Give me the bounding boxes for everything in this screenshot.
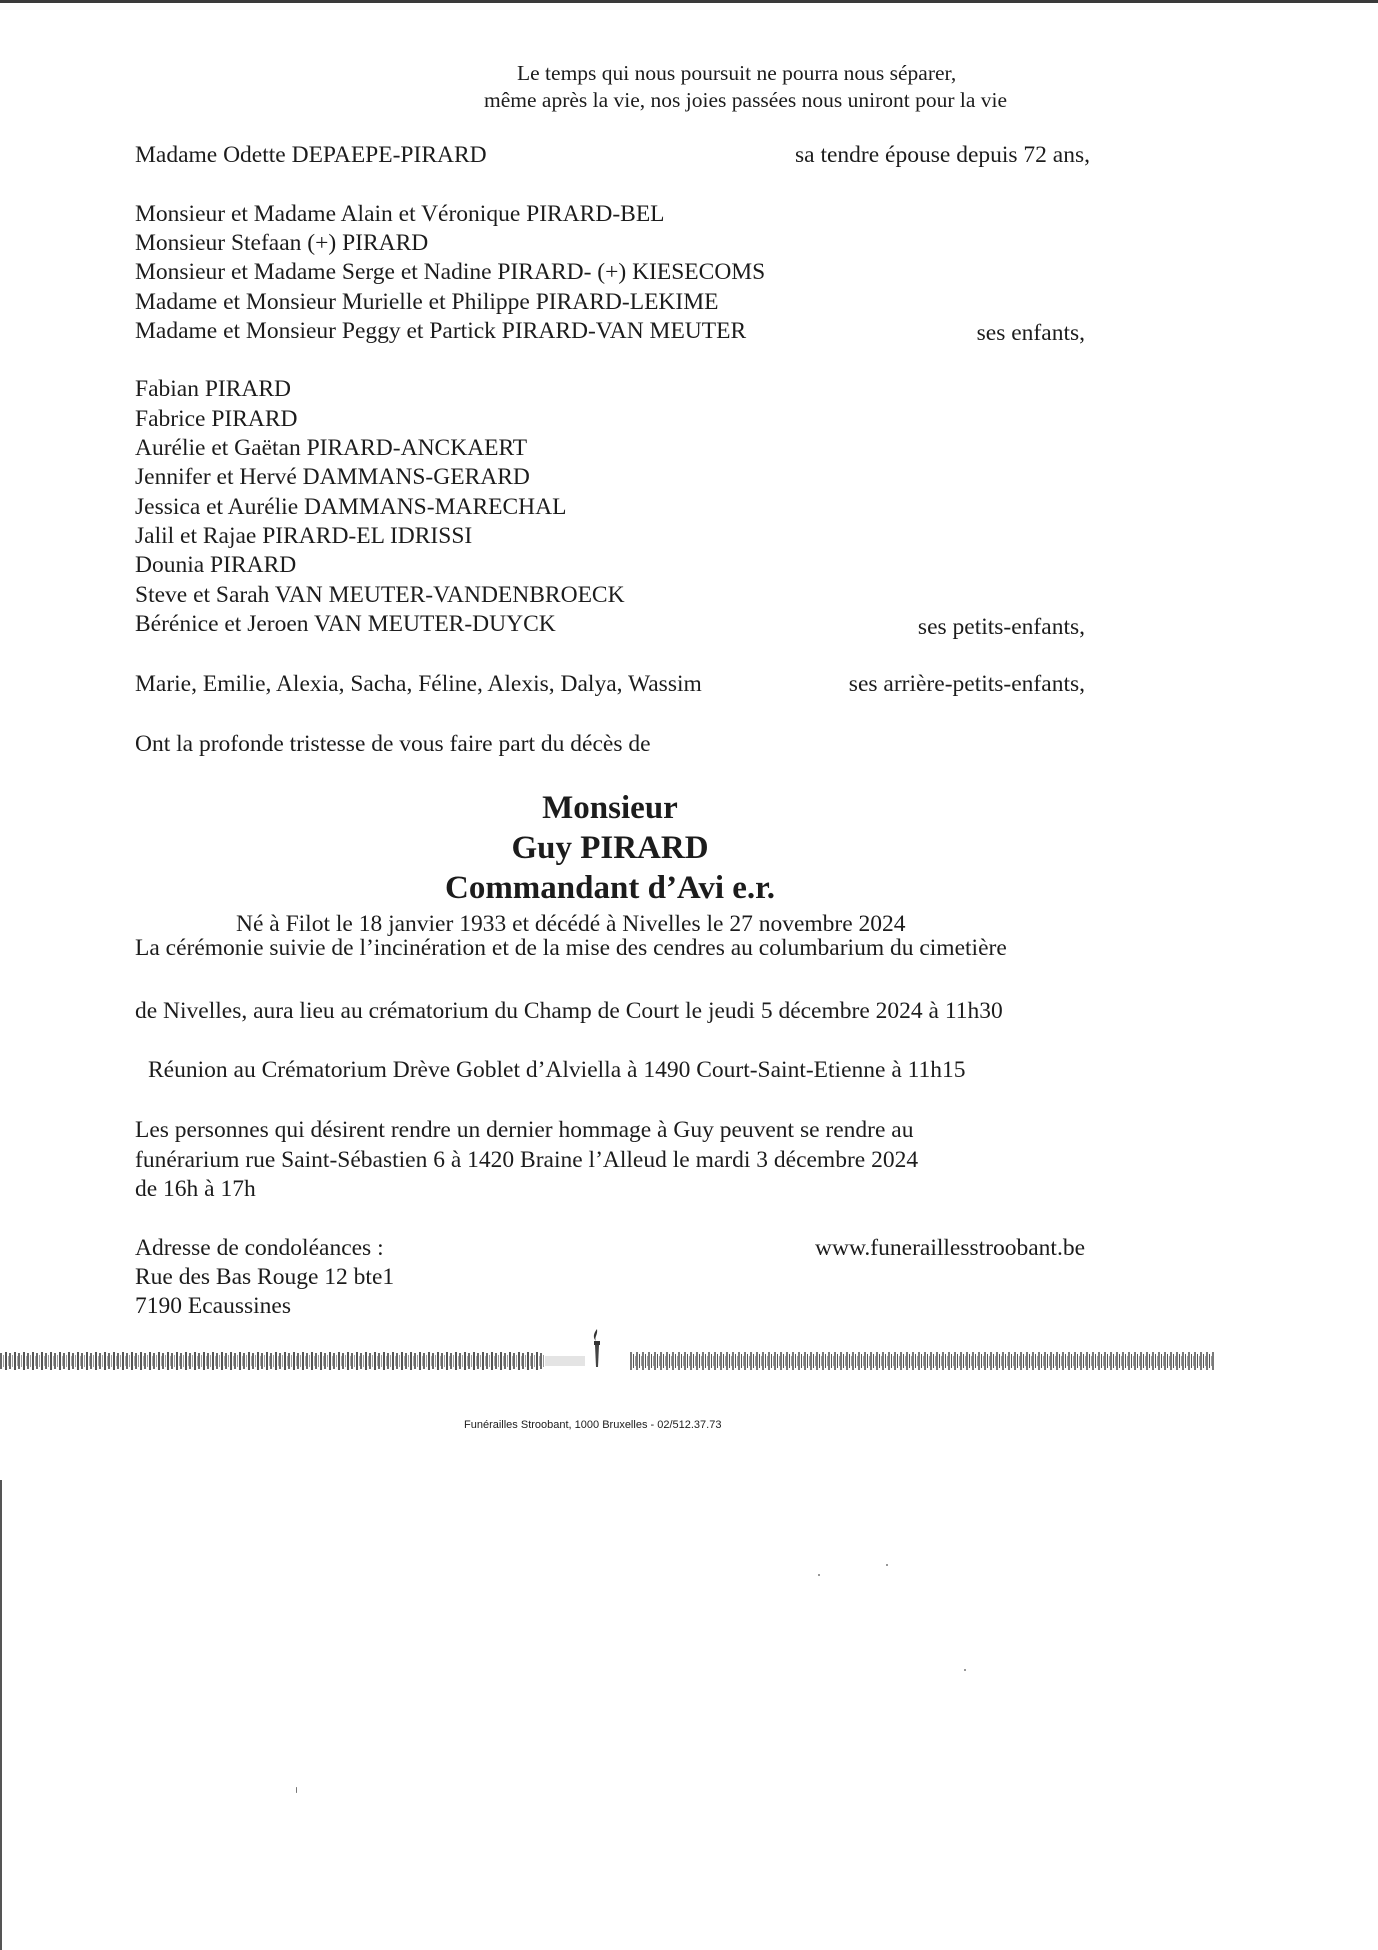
scan-speck xyxy=(964,1669,966,1671)
deceased-name: Guy PIRARD xyxy=(511,830,709,866)
grandchild-name: Fabian PIRARD xyxy=(135,376,292,402)
scan-edge-mark xyxy=(0,1480,2,1950)
condolences-street: Rue des Bas Rouge 12 bte1 xyxy=(135,1264,395,1290)
deceased-dates: Né à Filot le 18 janvier 1933 et décédé à Nivelles le 27 novembre 2024 xyxy=(236,911,906,937)
grandchild-name: Jessica et Aurélie DAMMANS-MARECHAL xyxy=(135,494,567,520)
child-name: Monsieur et Madame Serge et Nadine PIRARD- (+) KIESECOMS xyxy=(135,259,766,285)
children-relation: ses enfants, xyxy=(976,320,1085,346)
epigraph-line-1: Le temps qui nous poursuit ne pourra nous séparer, xyxy=(517,61,957,85)
great-grandchildren-names: Marie, Emilie, Alexia, Sacha, Féline, Alexis, Dalya, Wassim xyxy=(135,671,702,697)
ceremony-line-1: La cérémonie suivie de l’incinération et de la mise des cendres au columbarium du cimetière xyxy=(135,935,1007,961)
grandchild-name: Jennifer et Hervé DAMMANS-GERARD xyxy=(135,464,530,490)
grandchild-name: Steve et Sarah VAN MEUTER-VANDENBROECK xyxy=(135,582,625,608)
spouse-relation: sa tendre épouse depuis 72 ans, xyxy=(795,142,1090,168)
grandchild-name: Jalil et Rajae PIRARD-EL IDRISSI xyxy=(135,523,473,549)
child-name: Madame et Monsieur Murielle et Philippe PIRARD-LEKIME xyxy=(135,289,719,315)
grandchild-name: Bérénice et Jeroen VAN MEUTER-DUYCK xyxy=(135,611,556,637)
meeting-text: Réunion au Crématorium Drève Goblet d’Alviella à 1490 Court-Saint-Etienne à 11h15 xyxy=(148,1057,966,1083)
child-name: Monsieur Stefaan (+) PIRARD xyxy=(135,230,429,256)
condolences-city: 7190 Ecaussines xyxy=(135,1293,291,1319)
ceremony-line-2: de Nivelles, aura lieu au crématorium du Champ de Court le jeudi 5 décembre 2024 à 11h30 xyxy=(135,998,1003,1024)
grandchildren-relation: ses petits-enfants, xyxy=(917,614,1085,640)
scan-speck xyxy=(818,1574,820,1576)
homage-line-1: Les personnes qui désirent rendre un dernier hommage à Guy peuvent se rendre au xyxy=(135,1117,914,1143)
homage-line-3: de 16h à 17h xyxy=(135,1176,256,1202)
deceased-rank: Commandant d’Avi e.r. xyxy=(444,870,776,906)
grandchild-name: Aurélie et Gaëtan PIRARD-ANCKAERT xyxy=(135,435,528,461)
torch-icon xyxy=(590,1328,604,1368)
spouse-name: Madame Odette DEPAEPE-PIRARD xyxy=(135,142,487,168)
grandchild-name: Dounia PIRARD xyxy=(135,552,297,578)
condolences-label: Adresse de condoléances : xyxy=(135,1235,384,1261)
condolences-website: www.funeraillesstroobant.be xyxy=(815,1235,1085,1261)
footer-credit: Funérailles Stroobant, 1000 Bruxelles - 02/512.37.73 xyxy=(464,1419,722,1431)
decorative-divider xyxy=(0,1350,1215,1372)
deceased-title: Monsieur xyxy=(542,790,678,826)
page-top-border xyxy=(0,0,1378,3)
scan-speck xyxy=(296,1787,297,1793)
great-grandchildren-relation: ses arrière-petits-enfants, xyxy=(848,671,1085,697)
epigraph-line-2: même après la vie, nos joies passées nous uniront pour la vie xyxy=(484,88,1008,112)
grandchild-name: Fabrice PIRARD xyxy=(135,406,298,432)
scan-speck xyxy=(886,1564,888,1566)
announcement-text: Ont la profonde tristesse de vous faire part du décès de xyxy=(135,731,651,757)
homage-line-2: funérarium rue Saint-Sébastien 6 à 1420 Braine l’Alleud le mardi 3 décembre 2024 xyxy=(135,1147,919,1173)
child-name: Monsieur et Madame Alain et Véronique PIRARD-BEL xyxy=(135,201,665,227)
child-name: Madame et Monsieur Peggy et Partick PIRARD-VAN MEUTER xyxy=(135,318,747,344)
